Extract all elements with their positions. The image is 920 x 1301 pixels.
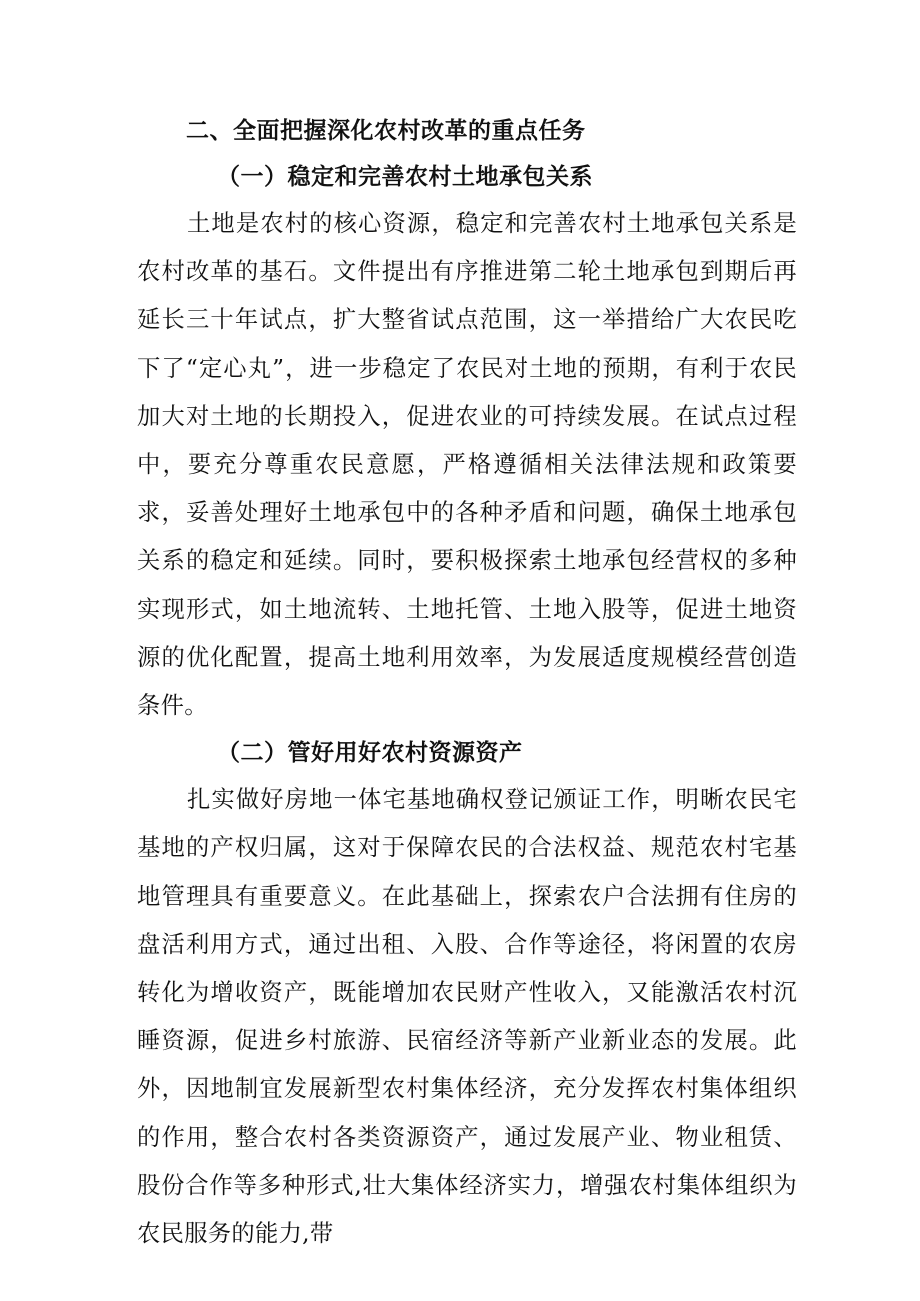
paragraph-2: 扎实做好房地一体宅基地确权登记颁证工作，明晰农民宅基地的产权归属，这对于保障农民的合法权益、规范农村宅基地管理具有重要意义。在此基础上，探索农户合法拥有住房的盘活利用方式，通过出租、入股、合作等途径，将闲置的农房转化为增收资产，既能增加农民财产性收入，又能激活农村沉睡资源，促进乡村旅游、民宿经济等新产业新业态的发展。此外，因地制宜发展新型农村集体经济，充分发挥农村集体组织的作用，整合农村各类资源资产，通过发展产业、物业租赁、股份合作等多种形式,壮大集体经济实力，增强农村集体组织为农民服务的能力,带 bbox=[137, 786, 797, 1248]
document-body bbox=[137, 108, 797, 1258]
section-heading-main: 二、全面把握深化农村改革的重点任务 bbox=[186, 118, 586, 144]
paragraph-1: 土地是农村的核心资源，稳定和完善农村土地承包关系是农村改革的基石。文件提出有序推进第二轮土地承包到期后再延长三十年试点，扩大整省试点范围，这一举措给广大农民吃下了“定心丸”，进一步稳定了农民对土地的预期，有利于农民加大对土地的长期投入，促进农业的可持续发展。在试点过程中，要充分尊重农民意愿，严格遵循相关法律法规和政策要求，妥善处理好土地承包中的各种矛盾和问题，确保土地承包关系的稳定和延续。同时，要积极探索土地承包经营权的多种实现形式，如土地流转、土地托管、土地入股等，促进土地资源的优化配置，提高土地利用效率，为发展适度规模经营创造条件。 bbox=[137, 210, 797, 720]
subsection-heading-2: （二）管好用好农村资源资产 bbox=[217, 740, 523, 767]
subsection-heading-1: （一）稳定和完善农村土地承包关系 bbox=[217, 164, 593, 190]
